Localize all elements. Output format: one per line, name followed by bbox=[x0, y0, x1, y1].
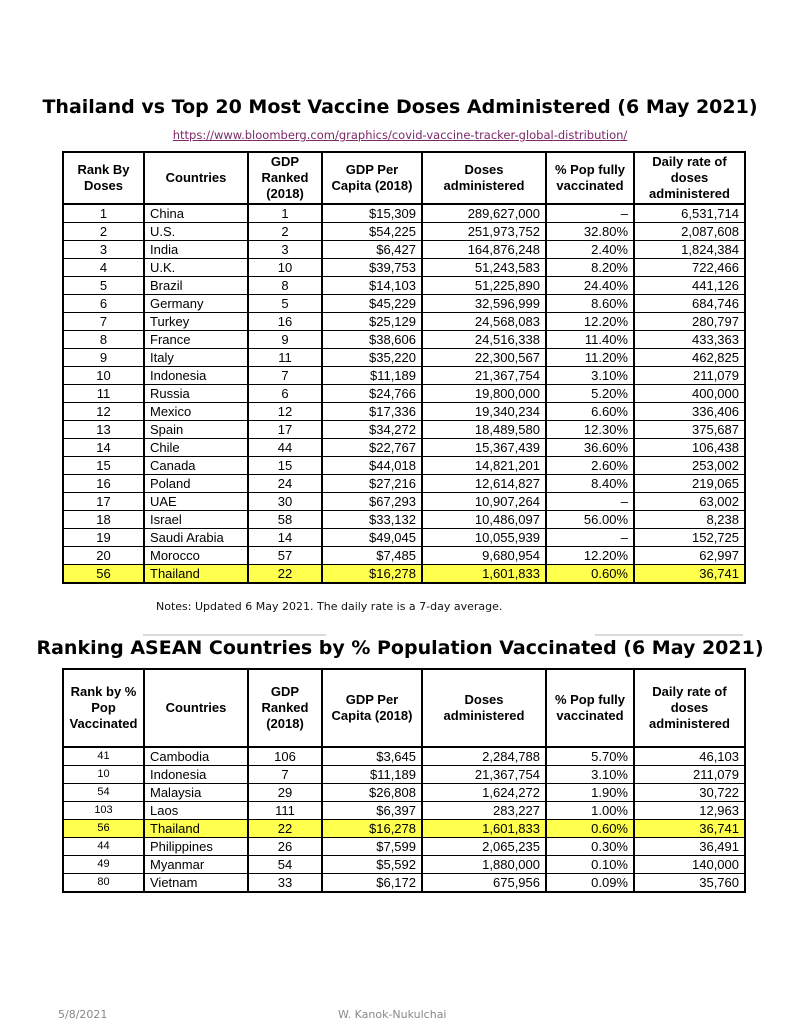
cell-pct-vaccinated: 8.40% bbox=[546, 475, 634, 493]
cell-country: Italy bbox=[144, 349, 248, 367]
cell-daily-rate: 280,797 bbox=[634, 313, 745, 331]
cell-gdp-per-capita: $54,225 bbox=[322, 223, 422, 241]
cell-country: Poland bbox=[144, 475, 248, 493]
cell-pct-vaccinated: 2.40% bbox=[546, 241, 634, 259]
cell-rank: 49 bbox=[63, 856, 144, 874]
cell-country: India bbox=[144, 241, 248, 259]
cell-pct-vaccinated: – bbox=[546, 529, 634, 547]
cell-rank: 4 bbox=[63, 259, 144, 277]
cell-gdp-per-capita: $6,397 bbox=[322, 802, 422, 820]
cell-gdp-rank: 26 bbox=[248, 838, 322, 856]
cell-rank: 17 bbox=[63, 493, 144, 511]
cell-pct-vaccinated: 5.70% bbox=[546, 747, 634, 766]
cell-country: France bbox=[144, 331, 248, 349]
cell-doses: 19,340,234 bbox=[422, 403, 546, 421]
cell-daily-rate: 6,531,714 bbox=[634, 204, 745, 223]
cell-doses: 1,601,833 bbox=[422, 565, 546, 584]
cell-pct-vaccinated: 5.20% bbox=[546, 385, 634, 403]
col-rank-header: Rank by % Pop Vaccinated bbox=[63, 669, 144, 747]
cell-rank: 16 bbox=[63, 475, 144, 493]
table-row bbox=[63, 547, 745, 565]
cell-daily-rate: 462,825 bbox=[634, 349, 745, 367]
table-row bbox=[63, 421, 745, 439]
cell-rank: 14 bbox=[63, 439, 144, 457]
cell-pct-vaccinated: – bbox=[546, 493, 634, 511]
col-doses-header: Doses administered bbox=[422, 669, 546, 747]
table-row bbox=[63, 820, 745, 838]
table-row bbox=[63, 529, 745, 547]
cell-country: U.K. bbox=[144, 259, 248, 277]
cell-daily-rate: 152,725 bbox=[634, 529, 745, 547]
cell-country: China bbox=[144, 204, 248, 223]
cell-gdp-per-capita: $15,309 bbox=[322, 204, 422, 223]
cell-doses: 164,876,248 bbox=[422, 241, 546, 259]
cell-daily-rate: 36,741 bbox=[634, 820, 745, 838]
cell-gdp-rank: 5 bbox=[248, 295, 322, 313]
cell-rank: 19 bbox=[63, 529, 144, 547]
cell-pct-vaccinated: 0.09% bbox=[546, 874, 634, 893]
cell-doses: 10,055,939 bbox=[422, 529, 546, 547]
table2-title: Ranking ASEAN Countries by % Population Vaccinated (6 May 2021) bbox=[36, 637, 764, 659]
cell-gdp-rank: 24 bbox=[248, 475, 322, 493]
table-row bbox=[63, 457, 745, 475]
col-gdp-rank-header: GDP Ranked (2018) bbox=[248, 152, 322, 204]
table-row bbox=[63, 439, 745, 457]
cell-gdp-rank: 16 bbox=[248, 313, 322, 331]
cell-rank: 9 bbox=[63, 349, 144, 367]
cell-rank: 103 bbox=[63, 802, 144, 820]
cell-gdp-rank: 29 bbox=[248, 784, 322, 802]
cell-country: UAE bbox=[144, 493, 248, 511]
cell-country: Laos bbox=[144, 802, 248, 820]
cell-doses: 21,367,754 bbox=[422, 766, 546, 784]
cell-gdp-rank: 106 bbox=[248, 747, 322, 766]
cell-daily-rate: 36,491 bbox=[634, 838, 745, 856]
table-row bbox=[63, 856, 745, 874]
cell-gdp-per-capita: $7,485 bbox=[322, 547, 422, 565]
cell-gdp-rank: 33 bbox=[248, 874, 322, 893]
cell-pct-vaccinated: 56.00% bbox=[546, 511, 634, 529]
cell-pct-vaccinated: 0.60% bbox=[546, 820, 634, 838]
cell-rank: 54 bbox=[63, 784, 144, 802]
cell-rank: 56 bbox=[63, 565, 144, 584]
cell-gdp-rank: 7 bbox=[248, 367, 322, 385]
cell-country: Philippines bbox=[144, 838, 248, 856]
header-row bbox=[63, 669, 745, 747]
cell-doses: 251,973,752 bbox=[422, 223, 546, 241]
cell-rank: 15 bbox=[63, 457, 144, 475]
col-gdp-per-capita-header: GDP Per Capita (2018) bbox=[322, 152, 422, 204]
cell-doses: 51,243,583 bbox=[422, 259, 546, 277]
cell-gdp-rank: 44 bbox=[248, 439, 322, 457]
cell-doses: 15,367,439 bbox=[422, 439, 546, 457]
cell-doses: 19,800,000 bbox=[422, 385, 546, 403]
cell-pct-vaccinated: 3.10% bbox=[546, 766, 634, 784]
col-daily-rate-header: Daily rate of doses administered bbox=[634, 152, 745, 204]
asean-vaccine-table bbox=[62, 668, 746, 893]
cell-doses: 24,516,338 bbox=[422, 331, 546, 349]
table-row bbox=[63, 784, 745, 802]
table-row bbox=[63, 385, 745, 403]
cell-gdp-per-capita: $39,753 bbox=[322, 259, 422, 277]
cell-rank: 44 bbox=[63, 838, 144, 856]
cell-gdp-rank: 58 bbox=[248, 511, 322, 529]
col-pct-vaccinated-header: % Pop fully vaccinated bbox=[546, 669, 634, 747]
cell-country: Brazil bbox=[144, 277, 248, 295]
cell-gdp-per-capita: $67,293 bbox=[322, 493, 422, 511]
cell-pct-vaccinated: 2.60% bbox=[546, 457, 634, 475]
cell-rank: 12 bbox=[63, 403, 144, 421]
cell-gdp-per-capita: $27,216 bbox=[322, 475, 422, 493]
cell-gdp-rank: 2 bbox=[248, 223, 322, 241]
col-doses-header: Doses administered bbox=[422, 152, 546, 204]
cell-gdp-per-capita: $7,599 bbox=[322, 838, 422, 856]
table-row bbox=[63, 241, 745, 259]
table-row bbox=[63, 313, 745, 331]
table-row bbox=[63, 295, 745, 313]
cell-gdp-per-capita: $16,278 bbox=[322, 820, 422, 838]
table-row bbox=[63, 349, 745, 367]
cell-country: Mexico bbox=[144, 403, 248, 421]
cell-gdp-per-capita: $6,172 bbox=[322, 874, 422, 893]
cell-gdp-rank: 6 bbox=[248, 385, 322, 403]
cell-doses: 1,624,272 bbox=[422, 784, 546, 802]
cell-pct-vaccinated: 6.60% bbox=[546, 403, 634, 421]
col-country-header: Countries bbox=[144, 669, 248, 747]
cell-pct-vaccinated: 11.20% bbox=[546, 349, 634, 367]
cell-rank: 41 bbox=[63, 747, 144, 766]
cell-pct-vaccinated: 8.20% bbox=[546, 259, 634, 277]
cell-doses: 10,486,097 bbox=[422, 511, 546, 529]
cell-gdp-rank: 1 bbox=[248, 204, 322, 223]
cell-daily-rate: 36,741 bbox=[634, 565, 745, 584]
source-link[interactable]: https://www.bloomberg.com/graphics/covid-vaccine-tracker-global-distribution/ bbox=[172, 128, 628, 142]
cell-gdp-rank: 111 bbox=[248, 802, 322, 820]
col-rank-header: Rank By Doses bbox=[63, 152, 144, 204]
table-row bbox=[63, 802, 745, 820]
cell-country: Cambodia bbox=[144, 747, 248, 766]
cell-gdp-rank: 15 bbox=[248, 457, 322, 475]
cell-country: Chile bbox=[144, 439, 248, 457]
cell-daily-rate: 30,722 bbox=[634, 784, 745, 802]
cell-gdp-per-capita: $14,103 bbox=[322, 277, 422, 295]
cell-daily-rate: 722,466 bbox=[634, 259, 745, 277]
cell-doses: 9,680,954 bbox=[422, 547, 546, 565]
cell-country: Indonesia bbox=[144, 367, 248, 385]
cell-pct-vaccinated: 3.10% bbox=[546, 367, 634, 385]
table-row bbox=[63, 367, 745, 385]
cell-gdp-rank: 11 bbox=[248, 349, 322, 367]
cell-daily-rate: 400,000 bbox=[634, 385, 745, 403]
table-row bbox=[63, 747, 745, 766]
cell-doses: 18,489,580 bbox=[422, 421, 546, 439]
cell-gdp-per-capita: $34,272 bbox=[322, 421, 422, 439]
cell-gdp-per-capita: $25,129 bbox=[322, 313, 422, 331]
separator-right bbox=[595, 634, 743, 636]
cell-rank: 18 bbox=[63, 511, 144, 529]
table-row bbox=[63, 204, 745, 223]
cell-daily-rate: 1,824,384 bbox=[634, 241, 745, 259]
cell-pct-vaccinated: 11.40% bbox=[546, 331, 634, 349]
cell-gdp-rank: 7 bbox=[248, 766, 322, 784]
cell-country: Russia bbox=[144, 385, 248, 403]
cell-doses: 283,227 bbox=[422, 802, 546, 820]
cell-doses: 32,596,999 bbox=[422, 295, 546, 313]
cell-gdp-rank: 9 bbox=[248, 331, 322, 349]
cell-country: Indonesia bbox=[144, 766, 248, 784]
cell-doses: 1,601,833 bbox=[422, 820, 546, 838]
col-gdp-per-capita-header: GDP Per Capita (2018) bbox=[322, 669, 422, 747]
cell-gdp-per-capita: $49,045 bbox=[322, 529, 422, 547]
cell-doses: 675,956 bbox=[422, 874, 546, 893]
table-row bbox=[63, 838, 745, 856]
cell-pct-vaccinated: 12.20% bbox=[546, 313, 634, 331]
table-row bbox=[63, 766, 745, 784]
cell-pct-vaccinated: 0.10% bbox=[546, 856, 634, 874]
table-row bbox=[63, 874, 745, 893]
col-country-header: Countries bbox=[144, 152, 248, 204]
cell-daily-rate: 219,065 bbox=[634, 475, 745, 493]
cell-daily-rate: 684,746 bbox=[634, 295, 745, 313]
table1-notes: Notes: Updated 6 May 2021. The daily rate is a 7-day average. bbox=[156, 600, 503, 613]
cell-daily-rate: 211,079 bbox=[634, 766, 745, 784]
cell-daily-rate: 375,687 bbox=[634, 421, 745, 439]
cell-gdp-rank: 54 bbox=[248, 856, 322, 874]
cell-gdp-rank: 14 bbox=[248, 529, 322, 547]
cell-daily-rate: 35,760 bbox=[634, 874, 745, 893]
cell-pct-vaccinated: 12.30% bbox=[546, 421, 634, 439]
table-row bbox=[63, 511, 745, 529]
cell-pct-vaccinated: 0.60% bbox=[546, 565, 634, 584]
cell-rank: 8 bbox=[63, 331, 144, 349]
cell-pct-vaccinated: – bbox=[546, 204, 634, 223]
cell-daily-rate: 46,103 bbox=[634, 747, 745, 766]
cell-daily-rate: 62,997 bbox=[634, 547, 745, 565]
cell-country: Saudi Arabia bbox=[144, 529, 248, 547]
cell-country: Myanmar bbox=[144, 856, 248, 874]
cell-gdp-per-capita: $38,606 bbox=[322, 331, 422, 349]
cell-rank: 20 bbox=[63, 547, 144, 565]
cell-gdp-rank: 8 bbox=[248, 277, 322, 295]
cell-doses: 22,300,567 bbox=[422, 349, 546, 367]
cell-gdp-rank: 22 bbox=[248, 820, 322, 838]
cell-gdp-rank: 22 bbox=[248, 565, 322, 584]
cell-gdp-per-capita: $26,808 bbox=[322, 784, 422, 802]
cell-doses: 14,821,201 bbox=[422, 457, 546, 475]
cell-daily-rate: 433,363 bbox=[634, 331, 745, 349]
cell-gdp-per-capita: $45,229 bbox=[322, 295, 422, 313]
cell-rank: 6 bbox=[63, 295, 144, 313]
table-row bbox=[63, 403, 745, 421]
cell-daily-rate: 2,087,608 bbox=[634, 223, 745, 241]
col-gdp-rank-header: GDP Ranked (2018) bbox=[248, 669, 322, 747]
cell-gdp-rank: 57 bbox=[248, 547, 322, 565]
cell-gdp-rank: 10 bbox=[248, 259, 322, 277]
cell-country: Germany bbox=[144, 295, 248, 313]
cell-pct-vaccinated: 36.60% bbox=[546, 439, 634, 457]
top20-vaccine-table bbox=[62, 151, 746, 584]
cell-daily-rate: 441,126 bbox=[634, 277, 745, 295]
cell-doses: 12,614,827 bbox=[422, 475, 546, 493]
cell-doses: 2,284,788 bbox=[422, 747, 546, 766]
cell-gdp-per-capita: $17,336 bbox=[322, 403, 422, 421]
cell-pct-vaccinated: 1.90% bbox=[546, 784, 634, 802]
cell-doses: 1,880,000 bbox=[422, 856, 546, 874]
table-row bbox=[63, 223, 745, 241]
cell-daily-rate: 12,963 bbox=[634, 802, 745, 820]
cell-daily-rate: 63,002 bbox=[634, 493, 745, 511]
cell-rank: 13 bbox=[63, 421, 144, 439]
cell-gdp-rank: 3 bbox=[248, 241, 322, 259]
table-row bbox=[63, 277, 745, 295]
cell-country: Thailand bbox=[144, 565, 248, 584]
cell-gdp-per-capita: $22,767 bbox=[322, 439, 422, 457]
cell-doses: 21,367,754 bbox=[422, 367, 546, 385]
header-row bbox=[63, 152, 745, 204]
separator-left bbox=[143, 634, 326, 636]
cell-country: Israel bbox=[144, 511, 248, 529]
cell-country: Canada bbox=[144, 457, 248, 475]
cell-gdp-per-capita: $6,427 bbox=[322, 241, 422, 259]
cell-pct-vaccinated: 0.30% bbox=[546, 838, 634, 856]
cell-doses: 2,065,235 bbox=[422, 838, 546, 856]
cell-rank: 7 bbox=[63, 313, 144, 331]
cell-rank: 80 bbox=[63, 874, 144, 893]
cell-daily-rate: 336,406 bbox=[634, 403, 745, 421]
cell-country: Spain bbox=[144, 421, 248, 439]
table-row bbox=[63, 493, 745, 511]
cell-doses: 289,627,000 bbox=[422, 204, 546, 223]
cell-rank: 3 bbox=[63, 241, 144, 259]
cell-gdp-rank: 30 bbox=[248, 493, 322, 511]
cell-daily-rate: 8,238 bbox=[634, 511, 745, 529]
col-pct-vaccinated-header: % Pop fully vaccinated bbox=[546, 152, 634, 204]
footer-author: W. Kanok-Nukulchai bbox=[338, 1008, 447, 1021]
cell-rank: 1 bbox=[63, 204, 144, 223]
cell-gdp-per-capita: $11,189 bbox=[322, 367, 422, 385]
cell-gdp-per-capita: $24,766 bbox=[322, 385, 422, 403]
cell-gdp-per-capita: $16,278 bbox=[322, 565, 422, 584]
cell-gdp-per-capita: $11,189 bbox=[322, 766, 422, 784]
cell-doses: 24,568,083 bbox=[422, 313, 546, 331]
table-row bbox=[63, 331, 745, 349]
cell-rank: 5 bbox=[63, 277, 144, 295]
cell-doses: 10,907,264 bbox=[422, 493, 546, 511]
cell-rank: 10 bbox=[63, 367, 144, 385]
cell-country: Vietnam bbox=[144, 874, 248, 893]
cell-country: Turkey bbox=[144, 313, 248, 331]
cell-daily-rate: 253,002 bbox=[634, 457, 745, 475]
cell-pct-vaccinated: 8.60% bbox=[546, 295, 634, 313]
cell-daily-rate: 211,079 bbox=[634, 367, 745, 385]
table-row bbox=[63, 259, 745, 277]
cell-gdp-per-capita: $3,645 bbox=[322, 747, 422, 766]
cell-rank: 56 bbox=[63, 820, 144, 838]
table1-title: Thailand vs Top 20 Most Vaccine Doses Administered (6 May 2021) bbox=[42, 96, 758, 118]
cell-country: Morocco bbox=[144, 547, 248, 565]
cell-gdp-per-capita: $35,220 bbox=[322, 349, 422, 367]
footer-date: 5/8/2021 bbox=[58, 1008, 108, 1021]
table-row bbox=[63, 565, 745, 584]
cell-pct-vaccinated: 24.40% bbox=[546, 277, 634, 295]
cell-gdp-per-capita: $44,018 bbox=[322, 457, 422, 475]
cell-daily-rate: 140,000 bbox=[634, 856, 745, 874]
cell-pct-vaccinated: 32.80% bbox=[546, 223, 634, 241]
cell-pct-vaccinated: 1.00% bbox=[546, 802, 634, 820]
cell-daily-rate: 106,438 bbox=[634, 439, 745, 457]
cell-rank: 2 bbox=[63, 223, 144, 241]
cell-doses: 51,225,890 bbox=[422, 277, 546, 295]
cell-gdp-per-capita: $5,592 bbox=[322, 856, 422, 874]
cell-pct-vaccinated: 12.20% bbox=[546, 547, 634, 565]
cell-gdp-rank: 12 bbox=[248, 403, 322, 421]
cell-gdp-rank: 17 bbox=[248, 421, 322, 439]
table-row bbox=[63, 475, 745, 493]
cell-country: Thailand bbox=[144, 820, 248, 838]
cell-country: U.S. bbox=[144, 223, 248, 241]
cell-rank: 11 bbox=[63, 385, 144, 403]
cell-country: Malaysia bbox=[144, 784, 248, 802]
cell-rank: 10 bbox=[63, 766, 144, 784]
col-daily-rate-header: Daily rate of doses administered bbox=[634, 669, 745, 747]
cell-gdp-per-capita: $33,132 bbox=[322, 511, 422, 529]
